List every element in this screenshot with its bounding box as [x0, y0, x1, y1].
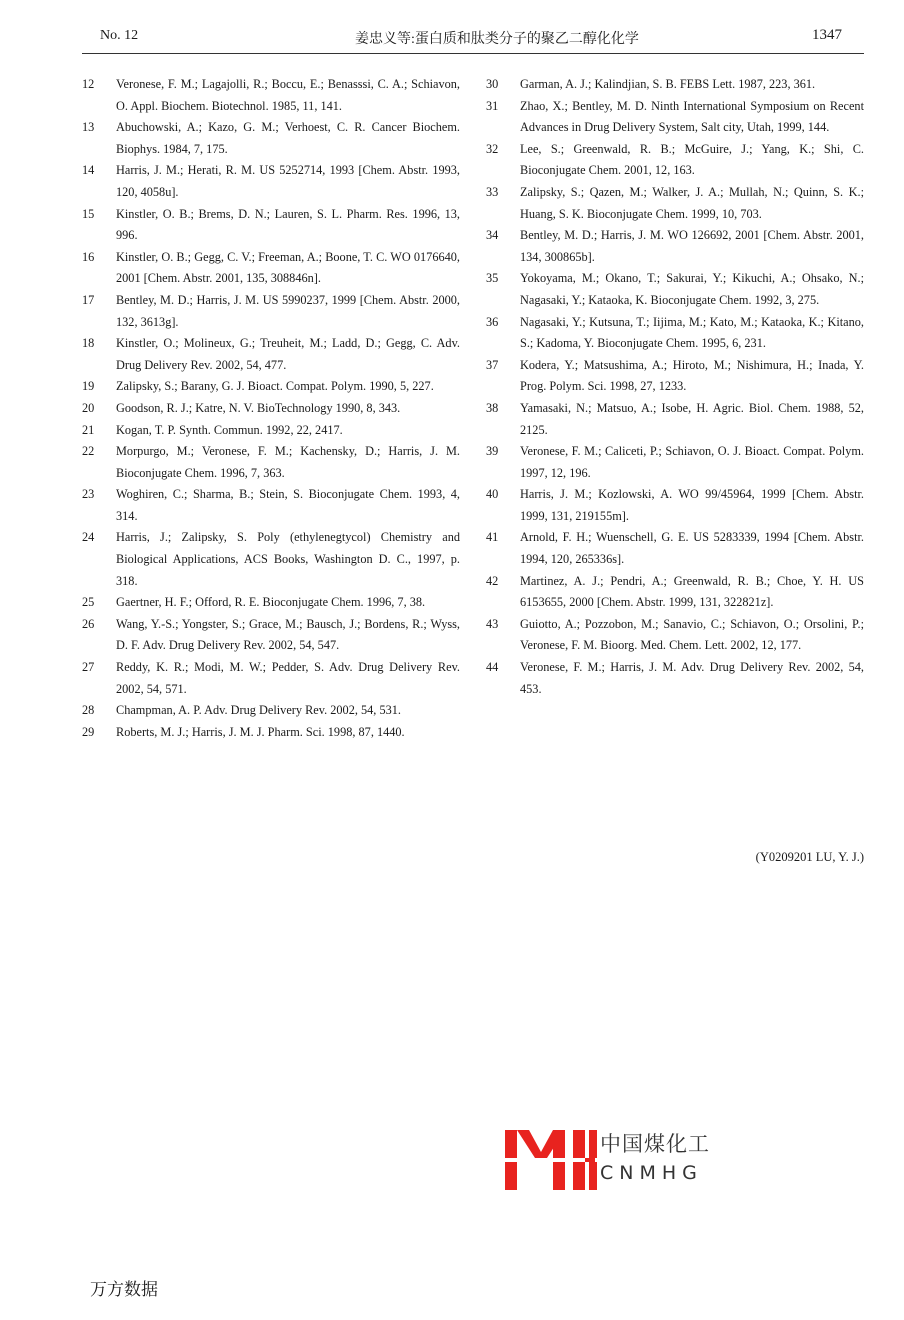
page-number: 1347 — [812, 27, 842, 43]
reference-item — [486, 527, 866, 570]
reference-item — [486, 74, 866, 96]
reference-number: 29 — [82, 724, 95, 739]
reference-number: 16 — [82, 249, 95, 264]
reference-item — [486, 614, 866, 657]
reference-text: Yamasaki, N.; Matsuo, A.; Isobe, H. Agric. Biol. Chem. 1988, 52, 2125. — [520, 400, 864, 437]
reference-number: 25 — [82, 595, 95, 610]
reference-number: 23 — [82, 487, 95, 502]
reference-text: Goodson, R. J.; Katre, N. V. BioTechnology 1990, 8, 343. — [116, 400, 401, 415]
reference-number: 37 — [486, 357, 499, 372]
reference-text: Guiotto, A.; Pozzobon, M.; Sanavio, C.; Schiavon, O.; Orsolini, P.; Veronese, F. M. Bioorg. Med. Chem. Lett. 2002, 12, 177. — [520, 616, 864, 653]
logo-text-en: CNMHG — [600, 1162, 703, 1184]
reference-text: Zalipsky, S.; Barany, G. J. Bioact. Compat. Polym. 1990, 5, 227. — [116, 379, 434, 394]
reference-number: 39 — [486, 444, 499, 459]
reference-item — [486, 96, 866, 139]
reference-text: Zalipsky, S.; Qazen, M.; Walker, J. A.; Mullah, N.; Quinn, S. K.; Huang, S. K. Bioconjugate Chem. 1999, 10, 703. — [520, 184, 864, 221]
reference-text: Abuchowski, A.; Kazo, G. M.; Verhoest, C. R. Cancer Biochem. Biophys. 1984, 7, 175. — [116, 120, 460, 156]
reference-item — [82, 398, 462, 420]
reference-item — [82, 441, 462, 484]
reference-text: Martinez, A. J.; Pendri, A.; Greenwald, R. B.; Choe, Y. H. US 6153655, 2000 [Chem. Abstr. 1999, 131, 322821z]. — [520, 573, 864, 610]
reference-item — [486, 398, 866, 441]
reference-item — [486, 268, 866, 311]
reference-text: Gaertner, H. F.; Offord, R. E. Bioconjugate Chem. 1996, 7, 38. — [116, 595, 426, 610]
reference-item — [82, 117, 462, 160]
reference-number: 40 — [486, 487, 499, 502]
reference-number: 33 — [486, 184, 499, 199]
reference-item — [82, 657, 462, 700]
reference-number: 13 — [82, 120, 95, 135]
reference-item — [82, 420, 462, 442]
reference-item — [82, 204, 462, 247]
reference-item — [82, 527, 462, 592]
reference-number: 20 — [82, 400, 95, 415]
reference-text: Kinstler, O.; Molineux, G.; Treuheit, M.; Ladd, D.; Gegg, C. Adv. Drug Delivery Rev. 2002, 54, 477. — [116, 336, 460, 372]
reference-number: 22 — [82, 444, 95, 459]
reference-text: Kinstler, O. B.; Brems, D. N.; Lauren, S. L. Pharm. Res. 1996, 13, 996. — [116, 206, 460, 243]
reference-text: Veronese, F. M.; Caliceti, P.; Schiavon, O. J. Bioact. Compat. Polym. 1997, 12, 196. — [520, 444, 864, 480]
reference-item — [82, 592, 462, 614]
running-title: 姜忠义等:蛋白质和肽类分子的聚乙二醇化化学 — [355, 32, 639, 47]
reference-item — [82, 247, 462, 290]
reference-text: Wang, Y.-S.; Yongster, S.; Grace, M.; Bausch, J.; Bordens, R.; Wyss, D. F. Adv. Drug Delivery Rev. 2002, 54, 547. — [116, 616, 460, 653]
reference-text: Veronese, F. M.; Lagajolli, R.; Boccu, E.; Benasssi, C. A.; Schiavon, O. Appl. Biochem. Biotechnol. 1985, 11, 141. — [116, 77, 460, 113]
reference-text: Harris, J. M.; Herati, R. M. US 5252714, 1993 [Chem. Abstr. 1993, 120, 4058u]. — [116, 163, 460, 199]
reference-number: 28 — [82, 703, 95, 718]
reference-item — [486, 355, 866, 398]
reference-number: 27 — [82, 660, 95, 675]
reference-item — [486, 571, 866, 614]
reference-text: Yokoyama, M.; Okano, T.; Sakurai, Y.; Kikuchi, A.; Ohsako, N.; Nagasaki, Y.; Kataoka, K. Bioconjugate Chem. 1992, 3, 275. — [520, 271, 864, 307]
reference-item — [486, 657, 866, 700]
reference-text: Reddy, K. R.; Modi, M. W.; Pedder, S. Adv. Drug Delivery Rev. 2002, 54, 571. — [116, 660, 460, 696]
reference-number: 34 — [486, 228, 499, 243]
reference-item — [82, 160, 462, 203]
reference-text: Kinstler, O. B.; Gegg, C. V.; Freeman, A.; Boone, T. C. WO 0176640, 2001 [Chem. Abstr. 2001, 135, 308846n]. — [116, 249, 460, 286]
reference-text: Harris, J. M.; Kozlowski, A. WO 99/45964, 1999 [Chem. Abstr. 1999, 131, 219155m]. — [520, 487, 864, 523]
reference-text: Harris, J.; Zalipsky, S. Poly (ethylenegtycol) Chemistry and Biological Applications, ACS Books, Washington D. C., 1997, p. 318. — [116, 530, 460, 588]
references-left-column — [82, 74, 462, 743]
manuscript-signature: (Y0209201 LU, Y. J.) — [755, 850, 864, 864]
reference-text: Lee, S.; Greenwald, R. B.; McGuire, J.; Yang, K.; Shi, C. Bioconjugate Chem. 2001, 12, 163. — [520, 141, 864, 178]
reference-number: 15 — [82, 206, 95, 221]
reference-item — [486, 484, 866, 527]
reference-item — [486, 312, 866, 355]
reference-item — [486, 182, 866, 225]
reference-text: Bentley, M. D.; Harris, J. M. US 5990237, 1999 [Chem. Abstr. 2000, 132, 3613g]. — [116, 292, 460, 329]
reference-number: 21 — [82, 422, 95, 437]
reference-text: Woghiren, C.; Sharma, B.; Stein, S. Bioconjugate Chem. 1993, 4, 314. — [116, 487, 460, 523]
reference-number: 17 — [82, 292, 95, 307]
reference-number: 41 — [486, 530, 499, 545]
reference-number: 36 — [486, 314, 499, 329]
reference-number: 43 — [486, 616, 499, 631]
footer-watermark: 万方数据 — [90, 1280, 158, 1300]
reference-item — [82, 333, 462, 376]
reference-number: 31 — [486, 98, 499, 113]
reference-number: 19 — [82, 379, 95, 394]
reference-text: Champman, A. P. Adv. Drug Delivery Rev. 2002, 54, 531. — [116, 703, 401, 718]
references-right-column — [486, 74, 866, 700]
reference-text: Veronese, F. M.; Harris, J. M. Adv. Drug Delivery Rev. 2002, 54, 453. — [520, 660, 864, 696]
issue-number: No. 12 — [100, 28, 139, 43]
logo-text-cn: 中国煤化工 — [600, 1132, 710, 1156]
reference-item — [486, 139, 866, 182]
reference-item — [82, 700, 462, 722]
reference-item — [82, 74, 462, 117]
reference-item — [82, 722, 462, 744]
reference-text: Bentley, M. D.; Harris, J. M. WO 126692, 2001 [Chem. Abstr. 2001, 134, 300865b]. — [520, 228, 864, 264]
reference-number: 38 — [486, 400, 499, 415]
reference-item — [486, 225, 866, 268]
reference-item — [82, 484, 462, 527]
reference-text: Nagasaki, Y.; Kutsuna, T.; Iijima, M.; Kato, M.; Kataoka, K.; Kitano, S.; Kadoma, Y. Bioconjugate Chem. 1995, 6, 231. — [520, 314, 864, 351]
reference-text: Kodera, Y.; Matsushima, A.; Hiroto, M.; Nishimura, H.; Inada, Y. Prog. Polym. Sci. 1998, 27, 1233. — [520, 357, 864, 394]
reference-number: 30 — [486, 77, 499, 91]
reference-text: Arnold, F. H.; Wuenschell, G. E. US 5283339, 1994 [Chem. Abstr. 1994, 120, 265336s]. — [520, 530, 864, 567]
reference-item — [82, 376, 462, 398]
reference-number: 14 — [82, 163, 95, 178]
reference-text: Roberts, M. J.; Harris, J. M. J. Pharm. Sci. 1998, 87, 1440. — [116, 724, 405, 739]
reference-text: Morpurgo, M.; Veronese, F. M.; Kachensky, D.; Harris, J. M. Bioconjugate Chem. 1996, 7, 363. — [116, 444, 460, 480]
reference-item — [82, 290, 462, 333]
reference-number: 24 — [82, 530, 95, 545]
reference-number: 18 — [82, 336, 95, 351]
reference-number: 35 — [486, 271, 499, 286]
reference-text: Zhao, X.; Bentley, M. D. Ninth International Symposium on Recent Advances in Drug Delivery System, Salt city, Utah, 1999, 144. — [520, 98, 864, 135]
reference-text: Kogan, T. P. Synth. Commun. 1992, 22, 2417. — [116, 422, 343, 437]
reference-item — [486, 441, 866, 484]
header-rule — [82, 53, 864, 54]
reference-number: 42 — [486, 573, 499, 588]
reference-number: 12 — [82, 77, 95, 91]
reference-item — [82, 614, 462, 657]
reference-number: 32 — [486, 141, 499, 156]
reference-number: 26 — [82, 616, 95, 631]
reference-text: Garman, A. J.; Kalindjian, S. B. FEBS Lett. 1987, 223, 361. — [520, 77, 816, 91]
reference-number: 44 — [486, 660, 499, 675]
